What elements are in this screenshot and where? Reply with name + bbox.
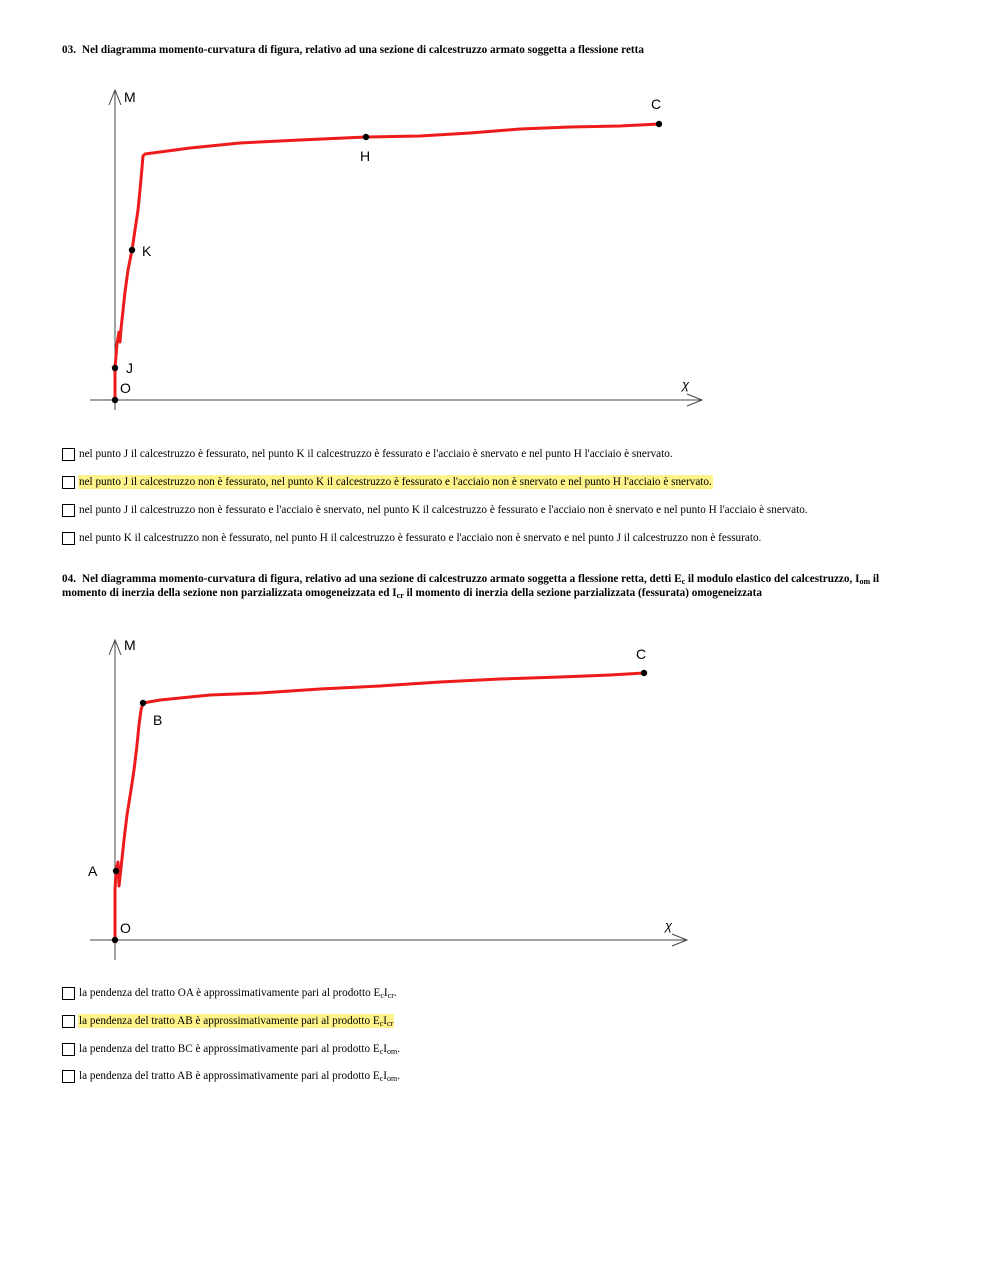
subscript: cr [396,591,404,600]
option-text: la pendenza del tratto AB è approssimativamente pari al prodotto $E_cI_{cr}$ [79,1015,394,1028]
moment-curvature-curve [115,673,644,940]
question-04-number: 04. [62,573,76,585]
question-04-option-3[interactable] [62,1041,401,1057]
subscript: c [681,577,686,586]
question-03-number: 03. [62,44,76,56]
label-c: C [651,96,662,112]
label-origin: O [120,380,131,396]
option-text: la pendenza del tratto BC è approssimativamente pari al prodotto $E_cI_{om}$. [79,1043,401,1056]
option-text: la pendenza del tratto AB è approssimativamente pari al prodotto $E_cI_{om}$. [79,1070,401,1083]
question-04-option-1[interactable] [62,985,398,1001]
checkbox[interactable] [62,504,75,517]
question-04-title [62,572,912,600]
moment-curvature-diagram-04 [0,630,760,965]
label-a: A [88,863,98,879]
question-04-figure [0,630,760,965]
question-04-option-2[interactable] [62,1013,394,1029]
checkbox[interactable] [62,532,75,545]
point-b-marker [140,700,146,706]
question-03-option-3[interactable] [62,502,809,518]
moment-curvature-curve [115,124,659,400]
label-h: H [360,148,371,164]
point-c-marker [641,670,647,676]
point-h-marker [363,134,369,140]
checkbox[interactable] [62,1043,75,1056]
question-04-prompt-4: il momento di inerzia della sezione parzializzata (fessurata) omogeneizzata [403,587,762,599]
point-k-marker [129,247,135,253]
question-04-prompt-2: il modulo elastico del calcestruzzo, I [685,573,860,585]
option-text: la pendenza del tratto OA è approssimativamente pari al prodotto $E_cI_{cr}$. [79,987,397,1000]
option-text: nel punto J il calcestruzzo non è fessurato, nel punto K il calcestruzzo è fessurato e l'acciaio non è snervato e nel punto H l'acciaio è snervato. [79,476,712,488]
checkbox[interactable] [62,1015,75,1028]
label-c: C [636,646,647,662]
question-04-option-4[interactable] [62,1068,401,1084]
y-axis-label: M [124,89,136,105]
question-03-prompt: Nel diagramma momento-curvatura di figura, relativo ad una sezione di calcestruzzo armato soggetta a flessione retta [81,44,644,56]
point-origin-marker [112,937,118,943]
checkbox[interactable] [62,448,75,461]
label-j: J [126,360,133,376]
y-axis-label: M [124,637,136,653]
option-text: nel punto J il calcestruzzo è fessurato, nel punto K il calcestruzzo è fessurato e l'acciaio è snervato e nel punto H l'acciaio è snervato. [79,448,673,460]
x-axis-label: χ [665,918,673,933]
point-c-marker [656,121,662,127]
checkbox[interactable] [62,987,75,1000]
x-axis-label: χ [682,377,690,392]
label-k: K [142,243,152,259]
question-03-option-4[interactable] [62,530,762,546]
moment-curvature-diagram-03 [0,80,760,415]
checkbox[interactable] [62,1070,75,1083]
question-04-prompt-3: il momento di inerzia della sezione non parzializzata omogeneizzata ed I [62,573,880,599]
label-origin: O [120,920,131,936]
question-03-option-1[interactable] [62,446,674,462]
checkbox[interactable] [62,476,75,489]
point-origin-marker [112,397,118,403]
question-03-title [62,43,912,57]
option-text: nel punto K il calcestruzzo non è fessurato, nel punto H il calcestruzzo è fessurato e l'acciaio non è snervato e nel punto J il calcestruzzo non è fessurato. [79,532,762,544]
point-j-marker [112,365,118,371]
option-text: nel punto J il calcestruzzo non è fessurato e l'acciaio è snervato, nel punto K il calcestruzzo è fessurato e l'acciaio non è snervato e nel punto H l'acciaio è snervato. [79,504,808,516]
question-04-prompt-1: Nel diagramma momento-curvatura di figura, relativo ad una sezione di calcestruzzo armato soggetta a flessione retta, detti E [81,573,682,585]
point-a-marker [113,868,119,874]
subscript: om [859,577,871,586]
question-03-figure [0,80,760,415]
label-b: B [153,712,163,728]
question-03-option-2[interactable] [62,474,713,490]
